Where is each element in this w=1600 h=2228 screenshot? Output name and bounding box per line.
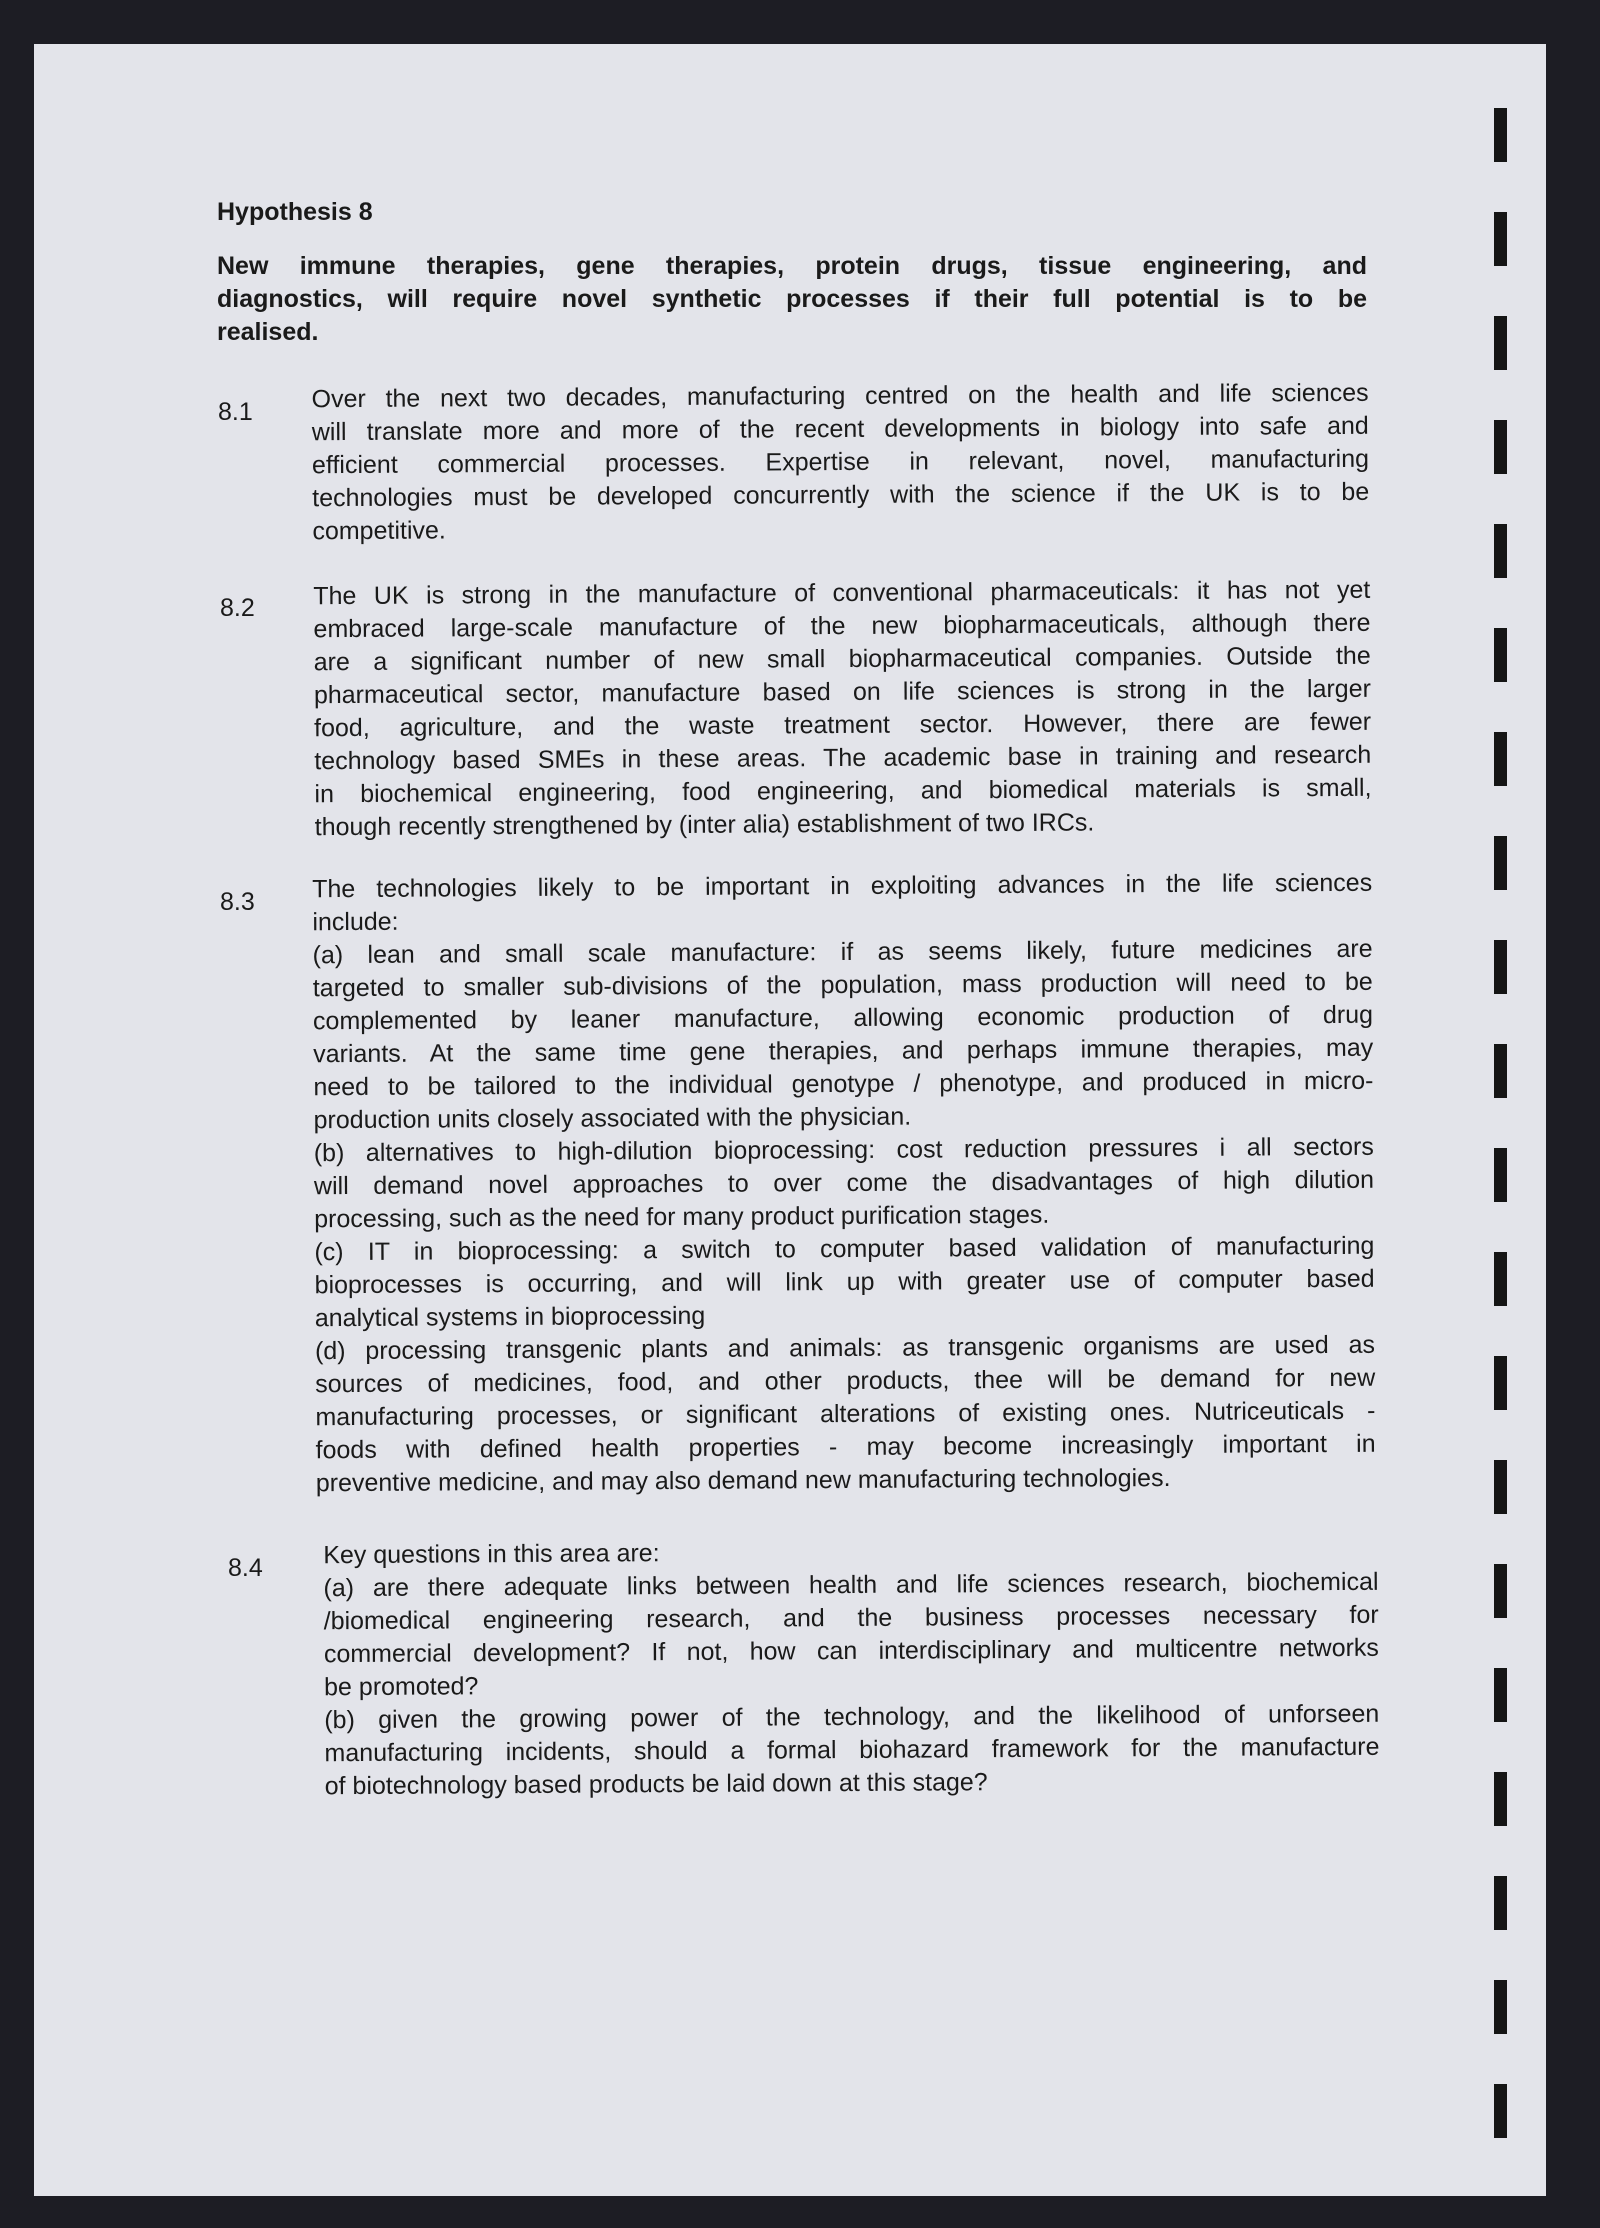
page-title: Hypothesis 8 xyxy=(217,198,373,226)
text-line: analytical systems in bioprocessing xyxy=(314,1301,706,1333)
text-line: competitive. xyxy=(312,516,446,546)
text-line: pharmaceutical sector, manufacture based on life sciences is strong in the larger xyxy=(313,674,1371,710)
text-line: Key questions in this area are: xyxy=(323,1539,660,1570)
text-line: of biotechnology based products be laid down at this stage? xyxy=(324,1768,988,1801)
text-line: (b) alternatives to high-dilution bioprocessing: cost reduction pressures i all sectors xyxy=(313,1132,1374,1168)
text-line: will demand novel approaches to over come the disadvantages of high dilution xyxy=(313,1165,1375,1201)
text-line: technology based SMEs in these areas. The academic base in training and research xyxy=(314,740,1372,776)
binding-mark xyxy=(1494,1980,1507,2034)
text-line: variants. At the same time gene therapies, and perhaps immune therapies, may xyxy=(313,1033,1374,1069)
text-line: complemented by leaner manufacture, allowing economic production of drug xyxy=(312,1000,1374,1036)
section-8-3 xyxy=(312,867,1376,1500)
text-line: (a) lean and small scale manufacture: if as seems likely, future medicines are xyxy=(312,934,1373,970)
binding-mark xyxy=(1494,1252,1507,1306)
text-line: processing, such as the need for many product purification stages. xyxy=(314,1200,1050,1234)
binding-mark xyxy=(1494,732,1507,786)
binding-mark xyxy=(1494,108,1507,162)
text-line: bioprocesses is occurring, and will link up with greater use of computer based xyxy=(314,1264,1375,1300)
binding-mark xyxy=(1494,1356,1507,1410)
text-line: The technologies likely to be important in exploiting advances in the life sciences xyxy=(312,868,1373,904)
binding-mark xyxy=(1494,2084,1507,2138)
text-line: embraced large-scale manufacture of the new biopharmaceuticals, although there xyxy=(313,608,1371,644)
text-line: include: xyxy=(312,907,399,937)
text-line: (b) given the growing power of the technology, and the likelihood of unforseen xyxy=(324,1699,1380,1735)
text-line: (c) IT in bioprocessing: a switch to computer based validation of manufacturing xyxy=(314,1231,1375,1267)
section-8-4 xyxy=(323,1533,1380,1803)
text-line: in biochemical engineering, food engineering, and biomedical materials is small, xyxy=(314,773,1372,809)
text-line: commercial development? If not, how can interdisciplinary and multicentre networks xyxy=(323,1633,1379,1669)
text-line: efficient commercial processes. Expertise in relevant, novel, manufacturing xyxy=(311,444,1370,480)
text-line: though recently strengthened by (inter alia) establishment of two IRCs. xyxy=(314,808,1095,842)
binding-mark xyxy=(1494,1668,1507,1722)
binding-mark xyxy=(1494,1148,1507,1202)
text-line: foods with defined health properties - may become increasingly important in xyxy=(315,1429,1376,1465)
text-line: preventive medicine, and may also demand new manufacturing technologies. xyxy=(315,1464,1171,1498)
text-line: /biomedical engineering research, and the business processes necessary for xyxy=(323,1600,1379,1636)
section-number: 8.1 xyxy=(218,398,253,426)
section-8-1 xyxy=(312,377,1370,548)
binding-mark xyxy=(1494,1460,1507,1514)
section-8-2 xyxy=(313,574,1372,844)
hypothesis-statement xyxy=(217,250,1367,349)
binding-mark xyxy=(1494,940,1507,994)
section-number: 8.2 xyxy=(220,594,255,622)
text-line: realised. xyxy=(217,318,319,346)
binding-mark xyxy=(1494,1772,1507,1826)
text-line: production units closely associated with the physician. xyxy=(313,1102,912,1135)
binding-mark xyxy=(1494,1564,1507,1618)
text-line: Over the next two decades, manufacturing centred on the health and life sciences xyxy=(311,378,1369,414)
text-line: diagnostics, will require novel synthetic processes if their full potential is to be xyxy=(217,285,1367,313)
binding-mark xyxy=(1494,1876,1507,1930)
section-number: 8.4 xyxy=(228,1554,263,1582)
binding-mark xyxy=(1494,628,1507,682)
section-number: 8.3 xyxy=(220,888,255,916)
binding-mark xyxy=(1494,316,1507,370)
text-line: manufacturing processes, or significant alterations of existing ones. Nutriceuticals - xyxy=(315,1396,1376,1432)
text-line: are a significant number of new small biopharmaceutical companies. Outside the xyxy=(313,641,1371,677)
text-line: (a) are there adequate links between health and life sciences research, biochemical xyxy=(323,1567,1379,1603)
binding-mark xyxy=(1494,524,1507,578)
text-line: manufacturing incidents, should a formal biohazard framework for the manufacture xyxy=(324,1732,1380,1768)
text-line: will translate more and more of the recent developments in biology into safe and xyxy=(311,411,1369,447)
text-line: need to be tailored to the individual genotype / phenotype, and produced in micro- xyxy=(313,1066,1374,1102)
text-line: targeted to smaller sub-divisions of the population, mass production will need to be xyxy=(312,967,1373,1003)
text-line: (d) processing transgenic plants and animals: as transgenic organisms are used as xyxy=(314,1330,1376,1366)
text-line: be promoted? xyxy=(324,1672,479,1702)
text-line: The UK is strong in the manufacture of conventional pharmaceuticals: it has not yet xyxy=(313,575,1371,611)
binding-mark xyxy=(1494,1044,1507,1098)
text-line: technologies must be developed concurrently with the science if the UK is to be xyxy=(312,477,1370,513)
binding-mark xyxy=(1494,212,1507,266)
text-line: food, agriculture, and the waste treatment sector. However, there are fewer xyxy=(314,707,1372,743)
binding-mark xyxy=(1494,836,1507,890)
text-line: sources of medicines, food, and other products, thee will be demand for new xyxy=(315,1363,1376,1399)
binding-mark xyxy=(1494,420,1507,474)
text-line: New immune therapies, gene therapies, protein drugs, tissue engineering, and xyxy=(217,252,1367,280)
